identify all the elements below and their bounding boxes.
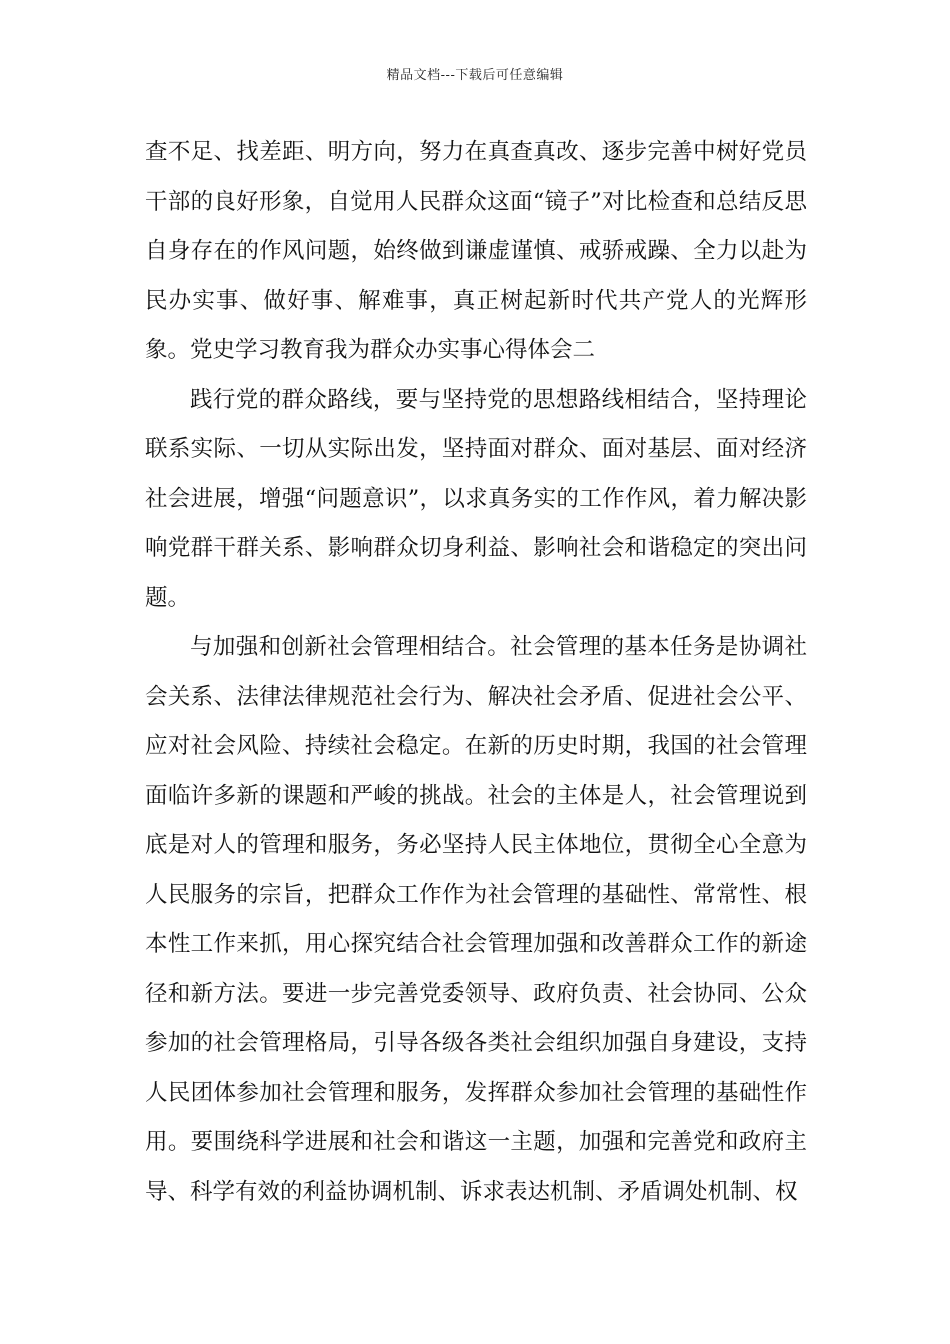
paragraph-2: 践行党的群众路线，要与坚持党的思想路线相结合，坚持理论联系实际、一切从实际出发，坚持面对群众、面对基层、面对经济社会进展，增强“问题意识”，以求真务实的工作作风，着力解决影响党群干群关系、影响群众切身利益、影响社会和谐稳定的突出问题。 <box>145 386 807 611</box>
paragraph-1: 查不足、找差距、明方向，努力在真查真改、逐步完善中树好党员干部的良好形象，自觉用人民群众这面“镜子”对比检查和总结反思自身存在的作风问题，始终做到谦虚谨慎、戒骄戒躁、全力以赴为民办实事、做好事、解难事，真正树起新时代共产党人的光辉形象。党史学习教育我为群众办实事心得体会二 <box>145 139 807 363</box>
paragraph-3: 与加强和创新社会管理相结合。社会管理的基本任务是协调社会关系、法律法律规范社会行为、解决社会矛盾、促进社会公平、应对社会风险、持续社会稳定。在新的历史时期，我国的社会管理面临许多新的课题和严峻的挑战。社会的主体是人，社会管理说到底是对人的管理和服务，务必坚持人民主体地位，贯彻全心全意为人民服务的宗旨，把群众工作作为社会管理的基础性、常常性、根本性工作来抓，用心探究结合社会管理加强和改善群众工作的新途径和新方法。要进一步完善党委领导、政府负责、社会协同、公众参加的社会管理格局，引导各级各类社会组织加强自身建设，支持人民团体参加社会管理和服务，发挥群众参加社会管理的基础性作用。要围绕科学进展和社会和谐这一主题，加强和完善党和政府主导、科学有效的利益协调机制、诉求表达机制、矛盾调处机制、权 <box>145 634 807 1205</box>
document-body <box>145 128 807 1217</box>
page-header: 精品文档---下载后可任意编辑 <box>386 68 564 83</box>
